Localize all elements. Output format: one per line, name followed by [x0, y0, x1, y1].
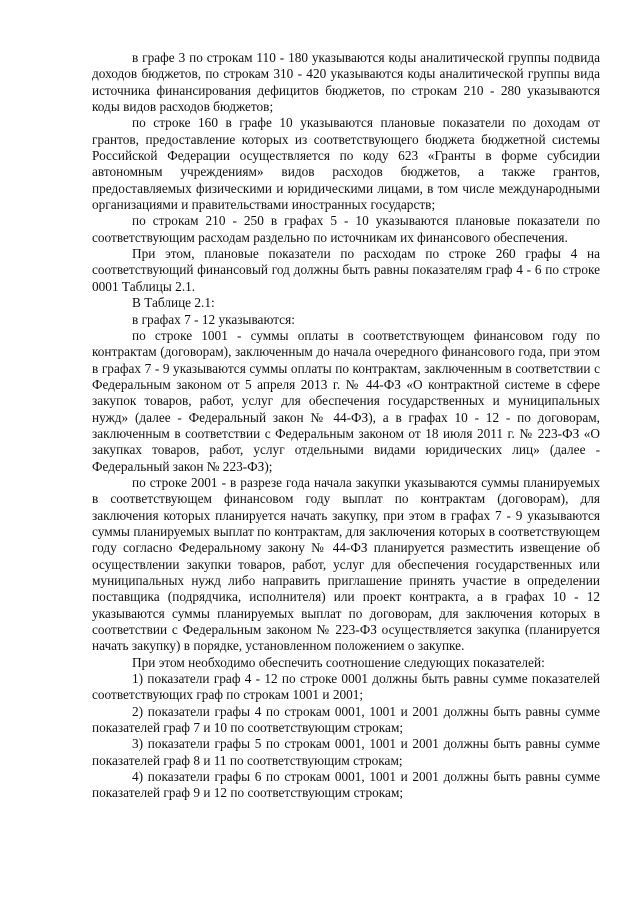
- list-item-ratio-2: 2) показатели графы 4 по строкам 0001, 1001 и 2001 должны быть равны сумме показателей граф 7 и 10 по соответствующим строкам;: [92, 703, 600, 736]
- paragraph-line-1001: по строке 1001 - суммы оплаты в соответствующем финансовом году по контрактам (договорам), заключенным до начала очередного финансового года, при этом в графах 7 - 9 указываются суммы оплаты по контрактам, заключенным в соответствии с Федеральным законом от 5 апреля 2013 г. № 44-ФЗ «О контрактной системе в сфере закупок товаров, работ, услуг для обеспечения государственных и муниципальных нужд» (далее - Федеральный закон № 44-ФЗ), а в графах 10 - 12 - по договорам, заключенным в соответствии с Федеральным законом от 18 июля 2011 г. № 223-ФЗ «О закупках товаров, работ, услуг отдельными видами юридических лиц» (далее - Федеральный закон № 223-ФЗ);: [92, 327, 600, 474]
- document-body: [92, 50, 600, 802]
- list-item-ratio-3: 3) показатели графы 5 по строкам 0001, 1001 и 2001 должны быть равны сумме показателей граф 8 и 11 по соответствующим строкам;: [92, 736, 600, 768]
- paragraph-analytical-codes: в графе 3 по строкам 110 - 180 указываются коды аналитической группы подвида доходов бюджетов, по строкам 310 - 420 указываются коды аналитической группы вида источника финансирования дефицитов бюджетов, по строкам 210 - 280 указываются коды видов расходов бюджетов;: [92, 50, 600, 115]
- paragraph-line-260-equality: При этом, плановые показатели по расходам по строке 260 графы 4 на соответствующий финансовый год должны быть равны показателям граф 4 - 6 по строке 0001 Таблицы 2.1.: [92, 246, 600, 294]
- paragraph-table-2-1-heading: В Таблице 2.1:: [132, 295, 215, 311]
- paragraph-ratio-intro: При этом необходимо обеспечить соотношение следующих показателей:: [132, 654, 545, 670]
- paragraph-columns-7-12-intro: в графах 7 - 12 указываются:: [132, 311, 295, 327]
- list-item-ratio-4: 4) показатели графы 6 по строкам 0001, 1001 и 2001 должны быть равны сумме показателей граф 9 и 12 по соответствующим строкам;: [92, 769, 600, 801]
- paragraph-line-2001: по строке 2001 - в разрезе года начала закупки указываются суммы планируемых в соответствующем финансовом году выплат по контрактам (договорам), для заключения которых планируется начать закупку, при этом в графах 7 - 9 указываются суммы планируемых выплат по контрактам, для заключения которых в соответствующем году согласно Федеральному закону № 44-ФЗ планируется разместить извещение об осуществлении закупки товаров, работ, услуг для обеспечения государственных или муниципальных нужд либо направить приглашение принять участие в определении поставщика (подрядчика, исполнителя) или проект контракта, а в графах 10 - 12 указываются суммы планируемых выплат по договорам, для заключения которых в соответствии с Федеральным законом № 223-ФЗ осуществляется закупка (планируется начать закупку) в порядке, установленном положением о закупке.: [92, 474, 600, 654]
- paragraph-line-160-grants: по строке 160 в графе 10 указываются плановые показатели по доходам от грантов, предоставление которых из соответствующего бюджета бюджетной системы Российской Федерации осуществляется по коду 623 «Гранты в форме субсидии автономным учреждениям» видов расходов бюджетов, а также грантов, предоставляемых физическими и юридическими лицами, в том числе международными организациями и правительствами иностранных государств;: [92, 115, 600, 213]
- list-item-ratio-1: 1) показатели граф 4 - 12 по строке 0001 должны быть равны сумме показателей соответствующих граф по строкам 1001 и 2001;: [92, 671, 600, 703]
- paragraph-lines-210-250: по строкам 210 - 250 в графах 5 - 10 указываются плановые показатели по соответствующим расходам раздельно по источникам их финансового обеспечения.: [92, 213, 600, 245]
